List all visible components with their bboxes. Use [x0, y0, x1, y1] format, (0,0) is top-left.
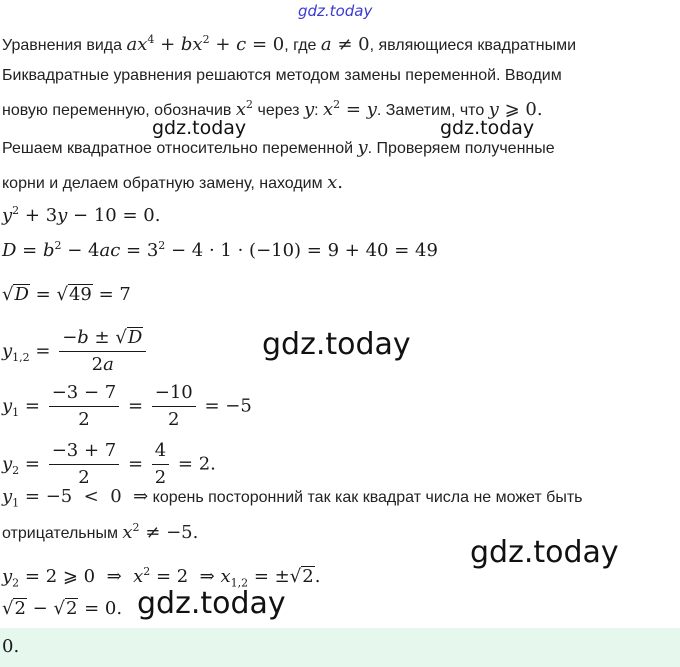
equation-sqrt-d: √D = √49 = 7	[2, 284, 131, 305]
line-extraneous-root: $y_1 = -5 < 0$ ⇒ корень посторонний так как квадрат числа не может быть	[2, 486, 583, 510]
text-segment: , являющиеся квадратными	[369, 37, 577, 54]
text-segment: . Заметим, что	[376, 102, 489, 119]
watermark-large-1: gdz.today	[262, 327, 411, 362]
line-reverse: корни и делаем обратную замену, находим x.	[2, 172, 343, 193]
text-segment: новую переменную, обозначив	[2, 102, 236, 119]
watermark-mid-2: gdz.today	[440, 117, 535, 139]
text-segment: Уравнения вида	[2, 37, 127, 54]
text-segment: . Проверяем полученные	[367, 140, 555, 157]
line-definition: Уравнения вида $ax^4 + bx^2 + c = 0$, где a ≠ 0, являющиеся квадратными	[2, 33, 577, 55]
text-segment: через	[253, 102, 304, 119]
equation-discriminant: $D = b^2 - 4ac = 3^2 - 4 \cdot 1 \cdot (-10) = 9 + 40 = 49$	[2, 239, 438, 261]
line-substitution: новую переменную, обозначив $x^2$ через y: $x^2 = y$. Заметим, что y ⩾ 0.	[2, 98, 543, 120]
answer-value: 0.	[2, 636, 20, 657]
equation-x-roots: $y_2 = 2$ ⩾ 0 ⇒ $x^2 = 2$ ⇒ $x_{1,2} = \pm√2$.	[2, 565, 321, 590]
text-segment: отрицательным	[2, 525, 123, 542]
text-segment: корни и делаем обратную замену, находим	[2, 175, 328, 192]
line-method: Биквадратные уравнения решаются методом замены переменной. Вводим	[2, 67, 562, 84]
equation-quadratic: $y^2 + 3y - 10 = 0$.	[2, 204, 161, 226]
equation-y1: $y_1$ = $\frac{-3 - 7}{2}$ = $\frac{-10}{2}$ = −5	[2, 382, 252, 430]
equation-root-formula: $y_{1,2}$ = $\frac{-b \pm √D}{2a}$	[2, 326, 149, 377]
equation-sum: √2 − √2 = 0.	[2, 598, 123, 619]
line-solve: Решаем квадратное относительно переменной y. Проверяем полученные	[2, 137, 555, 158]
answer-panel	[0, 628, 680, 667]
watermark-large-2: gdz.today	[470, 535, 619, 570]
watermark-top: gdz.today	[298, 2, 373, 20]
line-negative: отрицательным $x^2 \ne -5$.	[2, 521, 199, 543]
watermark-mid-1: gdz.today	[152, 117, 247, 139]
equation-y2: $y_2$ = $\frac{-3 + 7}{2}$ = $\frac{4}{2}$ = 2.	[2, 440, 216, 488]
text-segment: Решаем квадратное относительно переменной	[2, 140, 358, 157]
text-segment: , где	[284, 37, 321, 54]
watermark-large-3: gdz.today	[137, 586, 286, 621]
text-segment: корень посторонний так как квадрат числа не может быть	[148, 489, 583, 506]
